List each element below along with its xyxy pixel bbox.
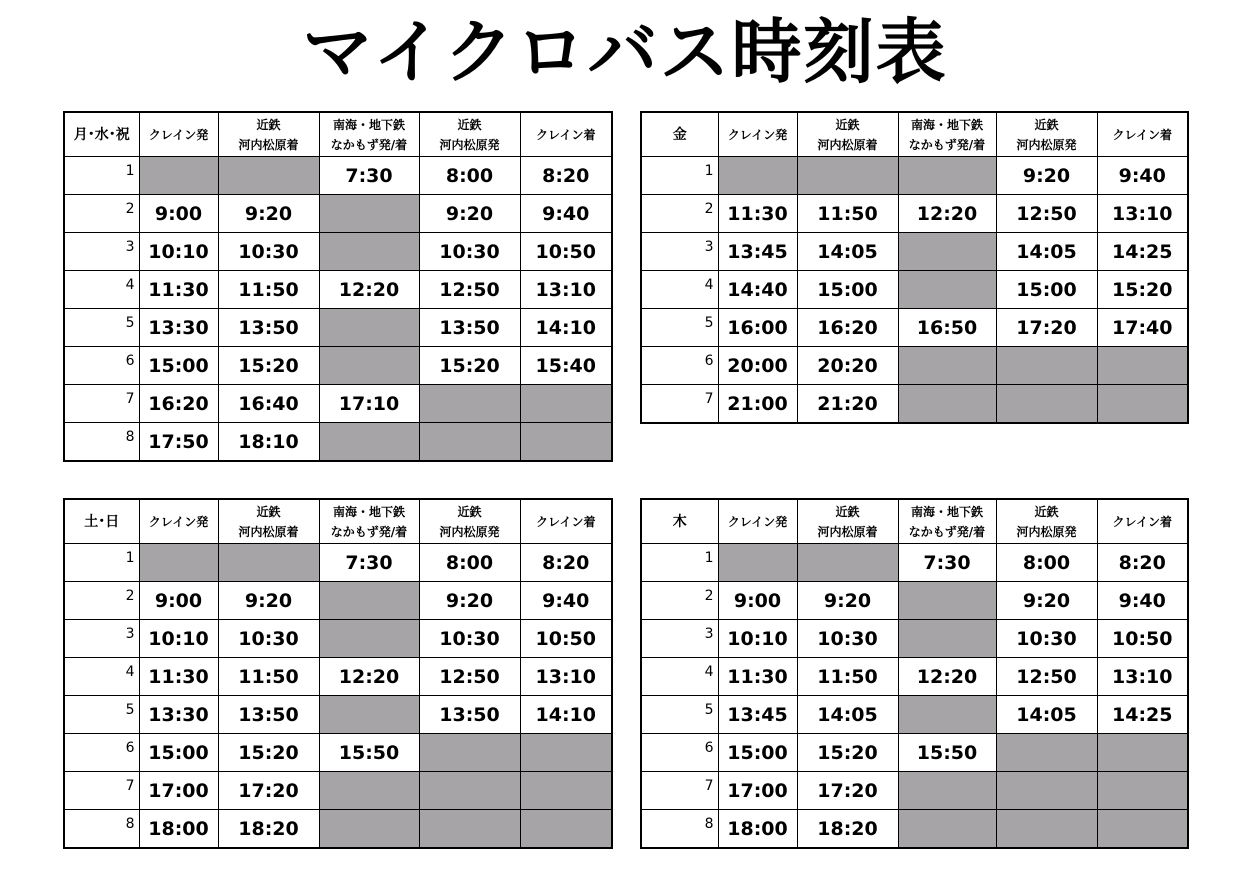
no-service-cell <box>520 423 612 462</box>
column-header <box>218 112 319 157</box>
timetable-mon-wed-holiday <box>63 111 613 462</box>
time-cell: 9:20 <box>419 582 520 620</box>
table-row <box>64 309 612 347</box>
column-header <box>319 499 419 544</box>
trip-number: 3 <box>641 233 718 271</box>
time-cell: 11:50 <box>218 658 319 696</box>
time-cell: 13:30 <box>139 696 218 734</box>
time-cell: 9:40 <box>1097 582 1188 620</box>
time-cell: 10:30 <box>797 620 898 658</box>
time-cell: 13:50 <box>218 696 319 734</box>
table-row <box>641 271 1188 309</box>
no-service-cell <box>718 157 797 195</box>
column-header <box>996 112 1097 157</box>
time-cell: 14:25 <box>1097 696 1188 734</box>
time-cell: 15:40 <box>520 347 612 385</box>
time-cell: 9:00 <box>139 195 218 233</box>
time-cell: 14:10 <box>520 696 612 734</box>
column-header-line: 南海・地下鉄 <box>332 504 405 519</box>
no-service-cell <box>139 157 218 195</box>
time-cell: 18:20 <box>797 810 898 849</box>
time-cell: 15:20 <box>1097 271 1188 309</box>
no-service-cell <box>996 385 1097 424</box>
no-service-cell <box>1097 734 1188 772</box>
column-header <box>797 112 898 157</box>
no-service-cell <box>1097 347 1188 385</box>
table-row <box>64 271 612 309</box>
no-service-cell <box>419 734 520 772</box>
time-cell: 16:00 <box>718 309 797 347</box>
column-header <box>319 112 419 157</box>
table-row <box>641 309 1188 347</box>
time-cell: 14:05 <box>996 233 1097 271</box>
table-row <box>64 233 612 271</box>
trip-number: 7 <box>641 772 718 810</box>
no-service-cell <box>520 385 612 423</box>
time-cell: 10:50 <box>520 233 612 271</box>
time-cell: 10:10 <box>139 233 218 271</box>
time-cell: 16:40 <box>218 385 319 423</box>
time-cell: 9:40 <box>1097 157 1188 195</box>
time-cell: 10:50 <box>1097 620 1188 658</box>
table-row <box>64 157 612 195</box>
table-row <box>64 658 612 696</box>
no-service-cell <box>898 696 996 734</box>
column-header-line: 近鉄 <box>835 117 860 132</box>
column-header-line: 近鉄 <box>256 117 281 132</box>
no-service-cell <box>520 810 612 849</box>
time-cell: 13:50 <box>419 696 520 734</box>
column-header <box>898 499 996 544</box>
time-cell: 14:05 <box>797 233 898 271</box>
table-row <box>641 620 1188 658</box>
time-cell: 11:30 <box>139 658 218 696</box>
no-service-cell <box>898 582 996 620</box>
trip-number: 2 <box>64 582 139 620</box>
time-cell: 18:10 <box>218 423 319 462</box>
column-header-line: 河内松原発 <box>1016 524 1077 539</box>
trip-number: 6 <box>64 347 139 385</box>
column-header-line: クレイン発 <box>727 514 788 529</box>
table-row <box>641 347 1188 385</box>
table-row <box>64 423 612 462</box>
trip-number: 8 <box>641 810 718 849</box>
day-label: 金 <box>641 112 718 157</box>
time-cell: 15:20 <box>419 347 520 385</box>
no-service-cell <box>319 347 419 385</box>
time-cell: 12:50 <box>419 271 520 309</box>
no-service-cell <box>520 772 612 810</box>
no-service-cell <box>419 423 520 462</box>
trip-number: 5 <box>641 309 718 347</box>
no-service-cell <box>996 734 1097 772</box>
time-cell: 21:00 <box>718 385 797 424</box>
time-cell: 8:00 <box>996 544 1097 582</box>
time-cell: 17:20 <box>218 772 319 810</box>
trip-number: 2 <box>641 582 718 620</box>
no-service-cell <box>996 772 1097 810</box>
no-service-cell <box>319 810 419 849</box>
no-service-cell <box>139 544 218 582</box>
table-row <box>641 772 1188 810</box>
time-cell: 8:20 <box>1097 544 1188 582</box>
no-service-cell <box>319 423 419 462</box>
time-cell: 13:30 <box>139 309 218 347</box>
table-row <box>641 544 1188 582</box>
time-cell: 18:00 <box>718 810 797 849</box>
column-header-line: なかもず発/着 <box>330 137 408 152</box>
time-cell: 16:20 <box>797 309 898 347</box>
column-header-line: 近鉄 <box>256 504 281 519</box>
column-header-line: なかもず発/着 <box>908 524 986 539</box>
table-row <box>64 810 612 849</box>
time-cell: 13:10 <box>520 658 612 696</box>
no-service-cell <box>898 233 996 271</box>
table-row <box>641 658 1188 696</box>
time-cell: 11:50 <box>218 271 319 309</box>
no-service-cell <box>319 233 419 271</box>
no-service-cell <box>797 544 898 582</box>
table-row <box>64 620 612 658</box>
time-cell: 7:30 <box>898 544 996 582</box>
table-row <box>64 734 612 772</box>
column-header-line: クレイン着 <box>536 514 596 529</box>
time-cell: 16:20 <box>139 385 218 423</box>
time-cell: 10:30 <box>218 233 319 271</box>
no-service-cell <box>520 734 612 772</box>
time-cell: 12:20 <box>898 658 996 696</box>
time-cell: 12:20 <box>898 195 996 233</box>
column-header-line: クレイン発 <box>148 127 209 142</box>
trip-number: 3 <box>64 233 139 271</box>
column-header-line: クレイン着 <box>536 127 596 142</box>
column-header <box>898 112 996 157</box>
time-cell: 15:00 <box>139 347 218 385</box>
time-cell: 14:25 <box>1097 233 1188 271</box>
column-header-line: 河内松原着 <box>238 137 299 152</box>
day-label: 木 <box>641 499 718 544</box>
column-header-line: クレイン着 <box>1112 127 1172 142</box>
column-header-line: 南海・地下鉄 <box>910 504 983 519</box>
time-cell: 13:45 <box>718 233 797 271</box>
column-header <box>218 499 319 544</box>
time-cell: 16:50 <box>898 309 996 347</box>
column-header-line: 河内松原発 <box>1016 137 1077 152</box>
time-cell: 10:30 <box>419 620 520 658</box>
table-row <box>641 734 1188 772</box>
column-header <box>1097 112 1188 157</box>
time-cell: 15:00 <box>139 734 218 772</box>
trip-number: 4 <box>641 658 718 696</box>
table-row <box>64 544 612 582</box>
time-cell: 8:00 <box>419 157 520 195</box>
no-service-cell <box>319 309 419 347</box>
trip-number: 6 <box>641 347 718 385</box>
time-cell: 13:10 <box>1097 658 1188 696</box>
column-header-line: 南海・地下鉄 <box>910 117 983 132</box>
column-header-line: クレイン発 <box>727 127 788 142</box>
time-cell: 11:30 <box>718 195 797 233</box>
column-header <box>419 499 520 544</box>
trip-number: 8 <box>64 423 139 462</box>
time-cell: 15:20 <box>218 347 319 385</box>
column-header <box>718 499 797 544</box>
column-header-line: 南海・地下鉄 <box>332 117 405 132</box>
time-cell: 12:50 <box>996 195 1097 233</box>
column-header-line: なかもず発/着 <box>908 137 986 152</box>
time-cell: 18:00 <box>139 810 218 849</box>
time-cell: 13:10 <box>520 271 612 309</box>
time-cell: 12:50 <box>419 658 520 696</box>
time-cell: 9:20 <box>218 582 319 620</box>
column-header-line: クレイン発 <box>148 514 209 529</box>
column-header-line: 河内松原着 <box>238 524 299 539</box>
column-header <box>718 112 797 157</box>
time-cell: 14:05 <box>996 696 1097 734</box>
trip-number: 6 <box>641 734 718 772</box>
time-cell: 7:30 <box>319 544 419 582</box>
time-cell: 20:00 <box>718 347 797 385</box>
time-cell: 20:20 <box>797 347 898 385</box>
time-cell: 13:50 <box>419 309 520 347</box>
time-cell: 17:40 <box>1097 309 1188 347</box>
trip-number: 7 <box>64 772 139 810</box>
no-service-cell <box>797 157 898 195</box>
time-cell: 10:10 <box>139 620 218 658</box>
trip-number: 1 <box>64 157 139 195</box>
table-row <box>641 582 1188 620</box>
column-header <box>1097 499 1188 544</box>
day-label: 月･水･祝 <box>64 112 139 157</box>
trip-number: 8 <box>64 810 139 849</box>
no-service-cell <box>319 620 419 658</box>
trip-number: 5 <box>64 309 139 347</box>
time-cell: 17:20 <box>996 309 1097 347</box>
column-header <box>139 499 218 544</box>
trip-number: 4 <box>64 271 139 309</box>
trip-number: 2 <box>64 195 139 233</box>
table-row <box>64 385 612 423</box>
trip-number: 1 <box>641 544 718 582</box>
column-header-line: なかもず発/着 <box>330 524 408 539</box>
trip-number: 4 <box>641 271 718 309</box>
time-cell: 12:20 <box>319 271 419 309</box>
time-cell: 17:10 <box>319 385 419 423</box>
no-service-cell <box>419 385 520 423</box>
column-header <box>797 499 898 544</box>
time-cell: 17:20 <box>797 772 898 810</box>
time-cell: 15:20 <box>797 734 898 772</box>
time-cell: 9:20 <box>797 582 898 620</box>
time-cell: 10:50 <box>520 620 612 658</box>
no-service-cell <box>898 810 996 849</box>
time-cell: 14:40 <box>718 271 797 309</box>
timetable-friday <box>640 111 1189 424</box>
time-cell: 9:40 <box>520 582 612 620</box>
time-cell: 10:30 <box>419 233 520 271</box>
trip-number: 6 <box>64 734 139 772</box>
time-cell: 8:20 <box>520 544 612 582</box>
time-cell: 9:20 <box>419 195 520 233</box>
no-service-cell <box>898 347 996 385</box>
time-cell: 13:10 <box>1097 195 1188 233</box>
timetable-sat-sun <box>63 498 613 849</box>
no-service-cell <box>996 347 1097 385</box>
time-cell: 15:00 <box>996 271 1097 309</box>
time-cell: 13:50 <box>218 309 319 347</box>
table-row <box>641 157 1188 195</box>
column-header-line: 河内松原着 <box>817 137 878 152</box>
time-cell: 17:50 <box>139 423 218 462</box>
time-cell: 15:00 <box>718 734 797 772</box>
no-service-cell <box>319 772 419 810</box>
time-cell: 10:10 <box>718 620 797 658</box>
time-cell: 10:30 <box>996 620 1097 658</box>
column-header <box>520 112 612 157</box>
time-cell: 11:50 <box>797 195 898 233</box>
no-service-cell <box>319 696 419 734</box>
column-header-line: 河内松原発 <box>439 137 500 152</box>
time-cell: 9:20 <box>996 157 1097 195</box>
header-row <box>641 499 1188 544</box>
table-row <box>64 195 612 233</box>
time-cell: 9:20 <box>996 582 1097 620</box>
time-cell: 9:20 <box>218 195 319 233</box>
column-header-line: クレイン着 <box>1112 514 1172 529</box>
column-header-line: 近鉄 <box>835 504 860 519</box>
column-header-line: 近鉄 <box>1034 504 1059 519</box>
timetable-thursday <box>640 498 1189 849</box>
no-service-cell <box>319 195 419 233</box>
column-header-line: 近鉄 <box>457 117 482 132</box>
no-service-cell <box>319 582 419 620</box>
time-cell: 11:30 <box>139 271 218 309</box>
trip-number: 2 <box>641 195 718 233</box>
time-cell: 11:50 <box>797 658 898 696</box>
no-service-cell <box>996 810 1097 849</box>
table-row <box>641 233 1188 271</box>
time-cell: 12:20 <box>319 658 419 696</box>
table-row <box>641 195 1188 233</box>
time-cell: 15:50 <box>898 734 996 772</box>
table-row <box>641 810 1188 849</box>
no-service-cell <box>1097 385 1188 424</box>
time-cell: 8:20 <box>520 157 612 195</box>
time-cell: 18:20 <box>218 810 319 849</box>
column-header-line: 近鉄 <box>1034 117 1059 132</box>
time-cell: 17:00 <box>718 772 797 810</box>
no-service-cell <box>898 620 996 658</box>
time-cell: 13:45 <box>718 696 797 734</box>
no-service-cell <box>1097 772 1188 810</box>
trip-number: 7 <box>641 385 718 424</box>
time-cell: 9:40 <box>520 195 612 233</box>
trip-number: 1 <box>641 157 718 195</box>
no-service-cell <box>898 772 996 810</box>
column-header <box>419 112 520 157</box>
column-header <box>139 112 218 157</box>
time-cell: 14:10 <box>520 309 612 347</box>
trip-number: 1 <box>64 544 139 582</box>
no-service-cell <box>718 544 797 582</box>
time-cell: 9:00 <box>718 582 797 620</box>
trip-number: 7 <box>64 385 139 423</box>
table-row <box>64 772 612 810</box>
no-service-cell <box>218 544 319 582</box>
no-service-cell <box>218 157 319 195</box>
day-label: 土･日 <box>64 499 139 544</box>
table-row <box>641 696 1188 734</box>
column-header <box>520 499 612 544</box>
trip-number: 3 <box>641 620 718 658</box>
table-row <box>641 385 1188 424</box>
column-header-line: 河内松原発 <box>439 524 500 539</box>
time-cell: 8:00 <box>419 544 520 582</box>
trip-number: 5 <box>64 696 139 734</box>
time-cell: 15:20 <box>218 734 319 772</box>
time-cell: 9:00 <box>139 582 218 620</box>
table-row <box>64 347 612 385</box>
trip-number: 5 <box>641 696 718 734</box>
page-title: マイクロバス時刻表 <box>302 11 948 93</box>
time-cell: 14:05 <box>797 696 898 734</box>
no-service-cell <box>898 157 996 195</box>
no-service-cell <box>419 810 520 849</box>
time-cell: 21:20 <box>797 385 898 424</box>
no-service-cell <box>898 271 996 309</box>
time-cell: 11:30 <box>718 658 797 696</box>
trip-number: 3 <box>64 620 139 658</box>
time-cell: 15:50 <box>319 734 419 772</box>
time-cell: 15:00 <box>797 271 898 309</box>
column-header-line: 近鉄 <box>457 504 482 519</box>
header-row <box>64 112 612 157</box>
time-cell: 17:00 <box>139 772 218 810</box>
table-row <box>64 696 612 734</box>
table-row <box>64 582 612 620</box>
header-row <box>64 499 612 544</box>
time-cell: 12:50 <box>996 658 1097 696</box>
no-service-cell <box>898 385 996 424</box>
no-service-cell <box>1097 810 1188 849</box>
column-header <box>996 499 1097 544</box>
column-header-line: 河内松原着 <box>817 524 878 539</box>
trip-number: 4 <box>64 658 139 696</box>
header-row <box>641 112 1188 157</box>
time-cell: 10:30 <box>218 620 319 658</box>
no-service-cell <box>419 772 520 810</box>
time-cell: 7:30 <box>319 157 419 195</box>
